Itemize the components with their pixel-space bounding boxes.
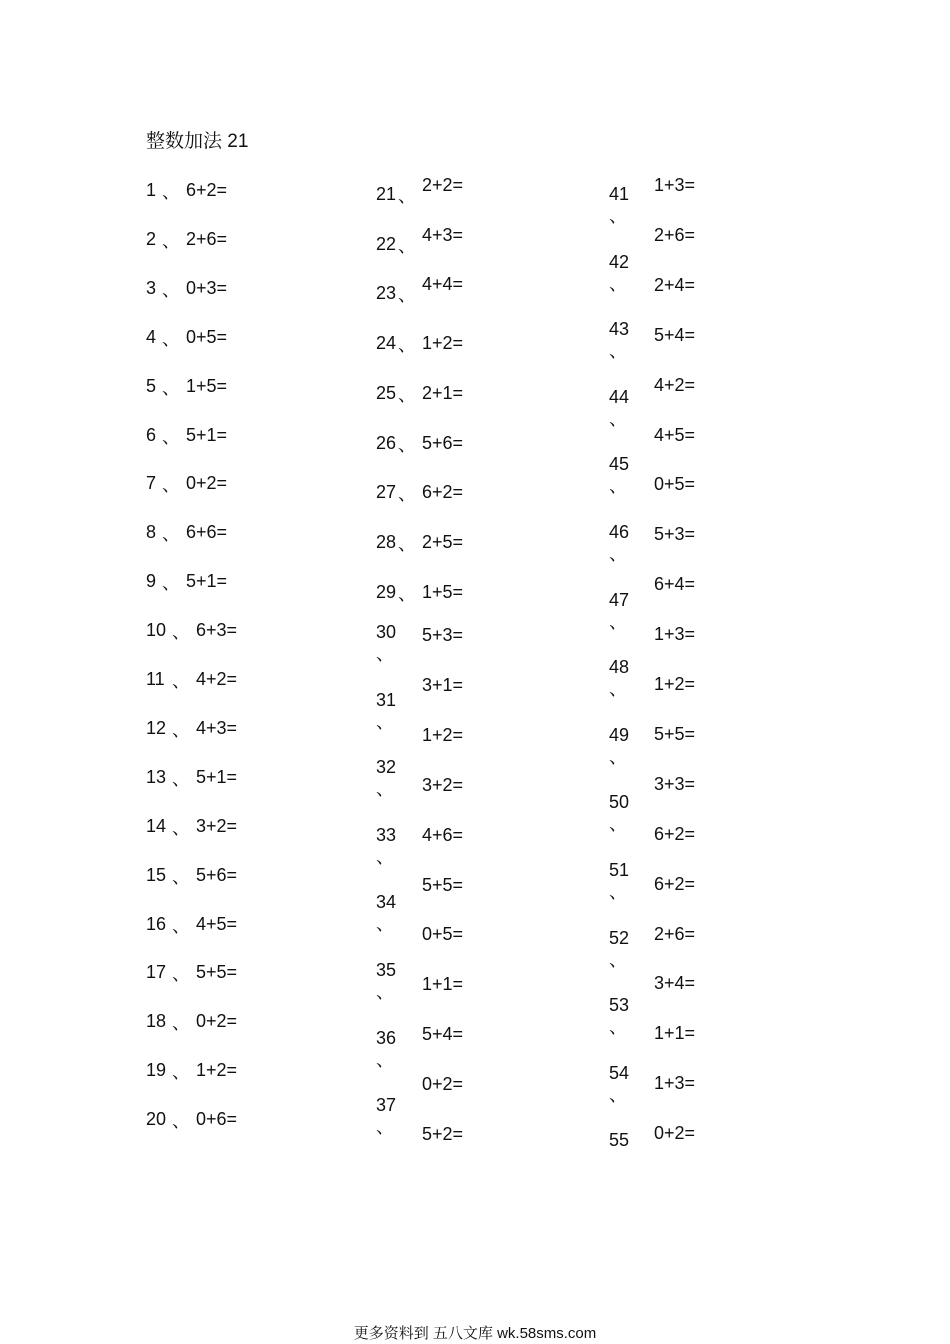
problem-expression: 6+6= [186, 522, 228, 543]
problem-expression: 4+4= [422, 274, 464, 295]
problem-number: 9 [146, 571, 157, 592]
problem-separator: 、 [162, 524, 180, 545]
problem-expression: 5+3= [654, 524, 696, 545]
problem-number: 17 [146, 962, 167, 983]
problem-number: 36 [376, 1027, 397, 1048]
problem-number: 44 [609, 386, 630, 407]
problem-separator: 、 [609, 408, 627, 429]
problem-expression: 2+1= [422, 382, 464, 403]
problem-expression: 0+2= [654, 1123, 696, 1144]
problem-number: 37 [376, 1095, 397, 1116]
problem-expression: 4+2= [654, 374, 696, 395]
page-title: 整数加法 21 [146, 131, 249, 152]
problem-number: 55 [609, 1130, 630, 1151]
problem-expression: 3+3= [654, 773, 696, 794]
problem-separator: 、 [162, 279, 180, 300]
problem-expression: 5+1= [196, 766, 238, 787]
problem-separator: 、 [609, 206, 627, 226]
problem-number: 22 [376, 233, 397, 254]
problem-expression: 5+5= [196, 962, 238, 983]
problem-expression: 5+1= [186, 424, 228, 445]
problem-separator: 、 [398, 533, 416, 554]
problem-number: 7 [146, 473, 157, 494]
problem-separator: 、 [172, 964, 190, 985]
problem-number: 51 [609, 860, 630, 880]
problem-separator: 、 [376, 914, 394, 935]
problem-separator: 、 [172, 671, 190, 691]
problem-expression: 0+5= [186, 326, 228, 347]
problem-expression: 4+5= [654, 424, 696, 445]
problem-number: 28 [376, 531, 397, 552]
problem-expression: 3+2= [196, 815, 238, 836]
problem-separator: 、 [162, 230, 180, 251]
problem-separator: 、 [398, 335, 416, 356]
problem-number: 45 [609, 454, 630, 475]
problem-separator: 、 [609, 544, 627, 564]
problem-expression: 1+5= [422, 581, 464, 602]
problem-separator: 、 [609, 341, 627, 362]
problem-number: 54 [609, 1062, 630, 1083]
problem-expression: 4+3= [196, 717, 238, 738]
problem-separator: 、 [376, 644, 394, 664]
problem-separator: 、 [609, 882, 627, 902]
problem-expression: 0+2= [196, 1011, 238, 1032]
problem-separator: 、 [376, 982, 394, 1002]
problem-number: 52 [609, 927, 630, 948]
problem-expression: 0+3= [186, 277, 228, 298]
problem-number: 29 [376, 581, 397, 602]
problem-expression: 6+4= [654, 574, 696, 595]
problem-expression: 6+2= [422, 482, 464, 503]
problem-separator: 、 [398, 285, 416, 306]
problem-number: 16 [146, 913, 167, 934]
problem-number: 23 [376, 283, 397, 304]
problem-separator: 、 [162, 573, 180, 594]
problem-separator: 、 [162, 182, 180, 202]
problem-expression: 4+2= [196, 669, 238, 689]
problem-separator: 、 [609, 679, 627, 700]
problem-expression: 5+6= [196, 864, 238, 885]
problem-expression: 5+4= [422, 1024, 464, 1045]
problem-separator: 、 [172, 915, 190, 936]
problem-expression: 6+2= [654, 873, 696, 894]
problem-expression: 2+5= [422, 531, 464, 552]
problem-expression: 1+3= [654, 624, 696, 645]
problem-separator: 、 [398, 484, 416, 505]
problem-number: 27 [376, 482, 397, 503]
problem-expression: 5+6= [422, 432, 464, 453]
problem-expression: 5+3= [422, 625, 464, 645]
problem-expression: 1+5= [186, 375, 228, 396]
problem-separator: 、 [376, 779, 394, 800]
problem-expression: 4+6= [422, 824, 464, 845]
problem-separator: 、 [172, 768, 190, 789]
problem-expression: 5+5= [654, 723, 696, 744]
problem-expression: 4+3= [422, 224, 464, 245]
problem-expression: 5+2= [422, 1124, 464, 1144]
problem-expression: 2+4= [654, 274, 696, 295]
problem-separator: 、 [376, 711, 394, 732]
problem-number: 26 [376, 432, 397, 453]
problem-expression: 4+5= [196, 913, 238, 934]
problem-expression: 1+3= [654, 1073, 696, 1094]
problem-number: 14 [146, 815, 167, 836]
problem-separator: 、 [609, 949, 627, 970]
problem-separator: 、 [172, 719, 190, 740]
problem-number: 10 [146, 620, 167, 641]
problem-expression: 1+2= [196, 1060, 238, 1081]
problem-number: 47 [609, 589, 630, 610]
problem-number: 15 [146, 864, 167, 885]
problem-expression: 2+6= [186, 228, 228, 249]
problem-number: 24 [376, 333, 397, 354]
problem-number: 43 [609, 319, 630, 340]
problem-separator: 、 [172, 622, 190, 643]
problem-expression: 1+1= [654, 1023, 696, 1044]
problem-number: 34 [376, 892, 397, 913]
problem-separator: 、 [609, 476, 627, 497]
problem-number: 5 [146, 375, 157, 396]
problem-number: 20 [146, 1109, 167, 1130]
problem-separator: 、 [172, 866, 190, 887]
footer-text: 更多资料到 五八文库 wk.58sms.com [353, 1325, 597, 1342]
problem-expression: 3+2= [422, 774, 464, 795]
problem-number: 25 [376, 382, 397, 403]
problem-number: 11 [146, 669, 165, 689]
problem-expression: 6+2= [186, 180, 228, 200]
problem-separator: 、 [609, 611, 627, 632]
problem-separator: 、 [398, 186, 416, 206]
problem-separator: 、 [172, 817, 190, 838]
problem-separator: 、 [398, 583, 416, 604]
problem-number: 46 [609, 522, 630, 542]
problem-expression: 0+5= [654, 474, 696, 495]
problem-separator: 、 [162, 377, 180, 398]
problem-separator: 、 [398, 235, 416, 256]
problem-number: 18 [146, 1011, 167, 1032]
problem-number: 30 [376, 622, 397, 642]
problem-expression: 3+1= [422, 674, 464, 695]
problem-separator: 、 [376, 1049, 394, 1070]
problem-separator: 、 [172, 1111, 190, 1132]
problem-separator: 、 [609, 273, 627, 294]
problem-expression: 6+3= [196, 620, 238, 641]
problem-number: 8 [146, 522, 157, 543]
problem-expression: 0+6= [196, 1109, 238, 1130]
problem-number: 19 [146, 1060, 167, 1081]
problem-separator: 、 [398, 384, 416, 405]
problem-expression: 5+5= [422, 874, 464, 895]
problem-separator: 、 [162, 328, 180, 349]
problem-number: 13 [146, 766, 167, 787]
problem-expression: 1+2= [422, 333, 464, 354]
problem-number: 32 [376, 757, 397, 778]
problem-separator: 、 [376, 1117, 394, 1138]
problem-separator: 、 [609, 1084, 627, 1105]
problem-number: 3 [146, 277, 157, 298]
problem-expression: 0+2= [422, 1074, 464, 1095]
problem-expression: 3+4= [654, 973, 696, 994]
problem-number: 4 [146, 326, 157, 347]
problem-number: 35 [376, 960, 397, 980]
problem-separator: 、 [162, 426, 180, 447]
problem-number: 12 [146, 717, 167, 738]
problem-expression: 2+6= [654, 224, 696, 245]
problem-expression: 1+3= [654, 175, 696, 195]
problem-number: 33 [376, 824, 397, 845]
problem-separator: 、 [376, 846, 394, 867]
problem-expression: 6+2= [654, 823, 696, 844]
problem-number: 53 [609, 995, 630, 1016]
problem-number: 21 [376, 184, 397, 204]
problem-separator: 、 [172, 1062, 190, 1083]
problem-number: 31 [376, 689, 397, 710]
problem-expression: 2+2= [422, 175, 464, 195]
problem-number: 41 [609, 184, 630, 204]
problem-expression: 1+1= [422, 974, 464, 995]
problem-number: 50 [609, 792, 630, 813]
problem-number: 49 [609, 724, 630, 745]
problem-separator: 、 [609, 746, 627, 767]
problem-separator: 、 [609, 814, 627, 835]
problem-expression: 0+2= [186, 473, 228, 494]
problem-expression: 1+2= [422, 724, 464, 745]
problem-expression: 2+6= [654, 923, 696, 944]
problem-number: 42 [609, 251, 630, 272]
problem-expression: 0+5= [422, 924, 464, 945]
problem-number: 2 [146, 228, 157, 249]
problem-separator: 、 [172, 1013, 190, 1034]
problem-number: 1 [146, 180, 157, 200]
problem-separator: 、 [398, 434, 416, 455]
problem-expression: 5+1= [186, 571, 228, 592]
problem-number: 6 [146, 424, 157, 445]
problem-expression: 5+4= [654, 324, 696, 345]
problem-number: 48 [609, 657, 630, 678]
problem-separator: 、 [162, 475, 180, 496]
problem-expression: 1+2= [654, 674, 696, 694]
problem-separator: 、 [609, 1017, 627, 1038]
